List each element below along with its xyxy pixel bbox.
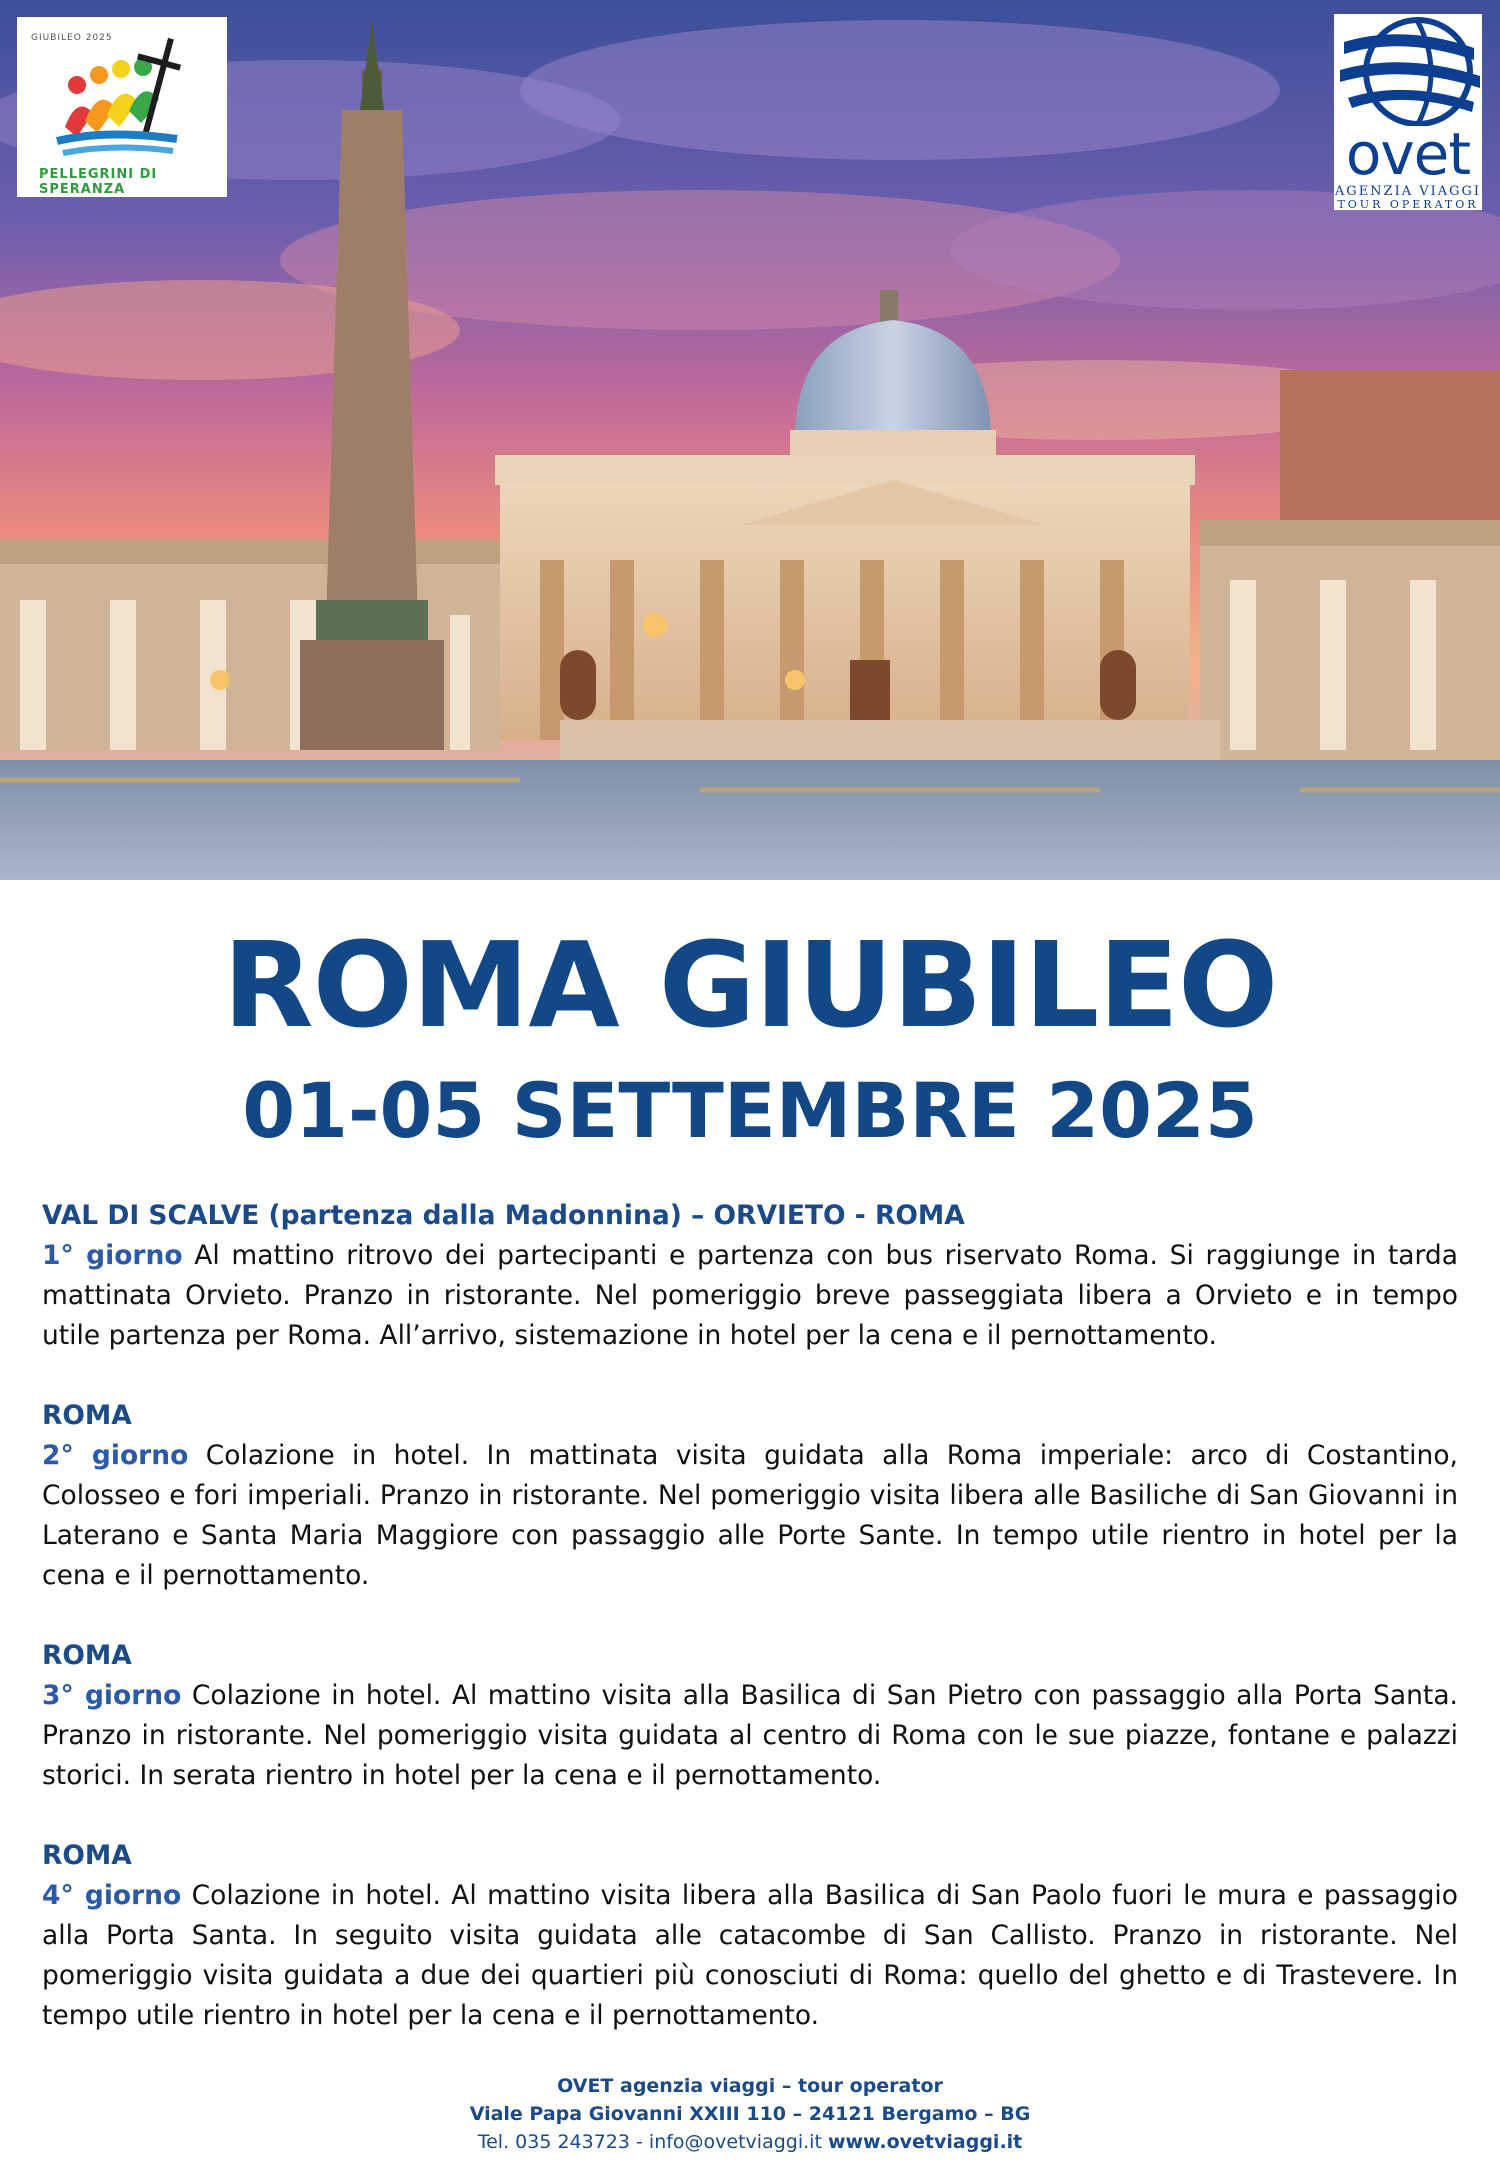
day-label: 4° giorno (42, 1880, 182, 1911)
trip-dates: 01-05 SETTEMBRE 2025 (242, 1066, 1258, 1155)
day-label: 2° giorno (42, 1440, 189, 1471)
itinerary (42, 1196, 1458, 2036)
itinerary-day-2 (42, 1396, 1458, 1596)
itinerary-day-3 (42, 1636, 1458, 1796)
day-route: VAL DI SCALVE (partenza dalla Madonnina) – ORVIETO - ROMA (42, 1200, 965, 1231)
footer-address: Viale Papa Giovanni XXIII 110 – 24121 Bergamo – BG (469, 2103, 1031, 2125)
day-description (42, 1436, 1458, 1596)
day-text: Colazione in hotel. In mattinata visita guidata alla Roma imperiale: arco di Costantino, Colosseo e fori imperiali. Pranzo in ristorante. Nel pomeriggio visita libera alle Basiliche di San Giovanni in Laterano e Santa Maria Maggiore con passaggio alle Porte Sante. In tempo utile rientro in hotel per la cena e il pernottamento. (42, 1440, 1458, 1591)
jubilee-2025-logo (17, 17, 227, 197)
footer-contact-line (0, 2128, 1500, 2156)
day-text: Colazione in hotel. Al mattino visita alla Basilica di San Pietro con passaggio alla Porta Santa. Pranzo in ristorante. Nel pomeriggio visita guidata al centro di Roma con le sue piazze, fontane e palazzi storici. In serata rientro in hotel per la cena e il pernottamento. (42, 1680, 1458, 1791)
day-description (42, 1876, 1458, 2036)
footer-phone-email[interactable]: Tel. 035 243723 - info@ovetviaggi.it (477, 2131, 828, 2153)
day-route: ROMA (42, 1400, 132, 1431)
ovet-tagline-operator: TOUR OPERATOR (1337, 198, 1479, 211)
section-spacer (42, 1596, 1458, 1636)
day-label: 1° giorno (42, 1240, 183, 1271)
itinerary-day-4 (42, 1836, 1458, 2036)
footer-contact (0, 2072, 1500, 2156)
ovet-brand-name: ovet (1345, 120, 1471, 188)
day-label: 3° giorno (42, 1680, 182, 1711)
jubilee-logo-motto: PELLEGRINI DI SPERANZA (39, 167, 158, 197)
day-route: ROMA (42, 1640, 132, 1671)
ovet-tagline-agency: AGENZIA VIAGGI (1334, 184, 1482, 199)
section-spacer (42, 1356, 1458, 1396)
day-route: ROMA (42, 1840, 132, 1871)
jubilee-logo-year-text: GIUBILEO 2025 (31, 33, 113, 43)
page-title: ROMA GIUBILEO (222, 916, 1278, 1054)
day-text: Colazione in hotel. Al mattino visita libera alla Basilica di San Paolo fuori le mura e passaggio alla Porta Santa. In seguito visita guidata alle catacombe di San Callisto. Pranzo in ristorante. Nel pomeriggio visita guidata a due dei quartieri più conosciuti di Roma: quello del ghetto e di Trastevere. In tempo utile rientro in hotel per la cena e il pernottamento. (42, 1880, 1458, 2031)
day-description (42, 1676, 1458, 1796)
globe-icon (1334, 14, 1482, 126)
footer-company: OVET agenzia viaggi – tour operator (557, 2075, 943, 2097)
day-text: Al mattino ritrovo dei partecipanti e partenza con bus riservato Roma. Si raggiunge in tarda mattinata Orvieto. Pranzo in ristorante. Nel pomeriggio breve passeggiata libera a Orvieto e in tempo utile partenza per Roma. All’arrivo, sistemazione in hotel per la cena e il pernottamento. (42, 1240, 1458, 1351)
day-description (42, 1236, 1458, 1356)
section-spacer (42, 1796, 1458, 1836)
footer-website-link[interactable]: www.ovetviaggi.it (827, 2131, 1023, 2153)
itinerary-day-1 (42, 1196, 1458, 1356)
ovet-logo (1334, 14, 1482, 210)
